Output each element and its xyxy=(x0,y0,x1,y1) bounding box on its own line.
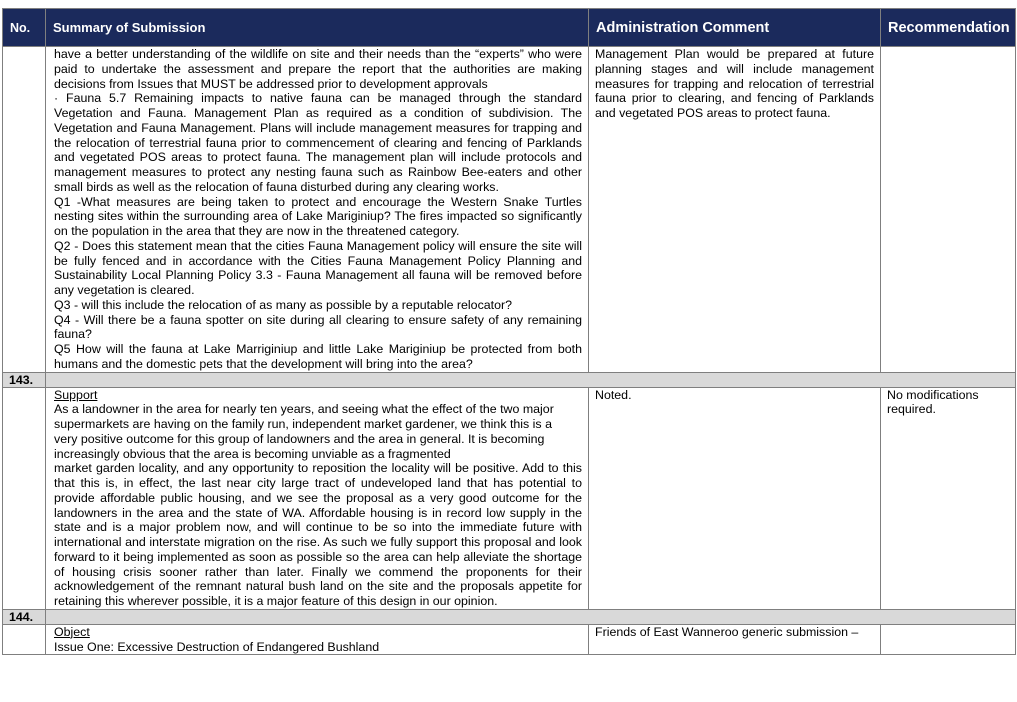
summary-line: increasingly obvious that the area is becoming unviable as a fragmented xyxy=(54,446,451,461)
cell-admin-comment: Management Plan would be prepared at future planning stages and will include management measures for trapping and relocation of terrestrial fauna prior to clearing, and fencing of Parklands and vegetated POS areas to protect fauna. xyxy=(589,47,881,373)
stance-label: Support xyxy=(54,387,98,402)
cell-summary xyxy=(46,387,589,609)
submission-number: 144. xyxy=(3,609,46,624)
row-number-bar-fill xyxy=(46,372,1016,387)
table-row-continued xyxy=(3,47,1016,373)
cell-admin-comment: Noted. xyxy=(589,387,881,609)
summary-paragraph: Q1 -What measures are being taken to protect and encourage the Western Snake Turtles nesting sites within the surrounding area of Lake Mariginiup? The fires impacted so significantly on the population in the area that they are now in the threatened category. xyxy=(54,194,582,238)
table-row-144 xyxy=(3,624,1016,655)
cell-summary xyxy=(46,47,589,373)
summary-paragraph: Q5 How will the fauna at Lake Marriginiup and little Lake Mariginiup be protected from both humans and the domestic pets that the development will bring into the area? xyxy=(54,342,582,371)
summary-paragraph: market garden locality, and any opportunity to reposition the locality will be positive. Add to this that this is, in effect, the last near city large tract of undeveloped land that has potential to provide affordable public housing, and we see the proposal as a very good outcome for the landowners in the area and the state of WA. Affordable housing is in record low supply in the state and is a major problem now, and will continue to be so into the immediate future with international and interstate migration on the rise. As such we fully support this proposal and look forward to it being implemented as soon as possible so the area can help alleviate the shortage of housing crisis sooner rather than later. Finally we commend the proponents for their acknowledgement of the remnant natural bush land on the site and the proposals appetite for retaining this wherever possible, it is a major feature of this design in our opinion. xyxy=(54,461,582,608)
cell-no xyxy=(3,624,46,655)
stance-label: Object xyxy=(54,624,90,639)
cell-summary xyxy=(46,624,589,655)
header-admin-comment: Administration Comment xyxy=(589,9,881,47)
cell-recommendation: No modifications required. xyxy=(881,387,1016,609)
row-number-bar xyxy=(3,372,1016,387)
summary-paragraph: have a better understanding of the wildlife on site and their needs than the “experts” who were paid to undertake the assessment and prepare the report that the authorities are making decisions from Issues that MUST be addressed prior to development approvals xyxy=(54,47,582,91)
table-header-row xyxy=(3,9,1016,47)
summary-paragraph: Q3 - will this include the relocation of as many as possible by a reputable relocator? xyxy=(54,297,513,312)
summary-paragraph: · Fauna 5.7 Remaining impacts to native fauna can be managed through the standard Vegetation and Fauna. Management Plan as required as a condition of subdivision. The Vegetation and Fauna Management. Plans will include management measures for trapping and the relocation of terrestrial fauna prior to commencement of clearing and fencing of Parklands and vegetated POS areas to protect fauna. The management plan will include protocols and management measures to protect any nesting fauna such as Rainbow Bee-eaters and other small birds as well as the relocation of fauna disturbed during any clearing works. xyxy=(54,91,582,194)
summary-line: As a landowner in the area for nearly ten years, and seeing what the effect of the two major xyxy=(54,402,554,417)
summary-paragraph: Q4 - Will there be a fauna spotter on site during all clearing to ensure safety of any remaining fauna? xyxy=(54,312,582,342)
header-no: No. xyxy=(3,9,46,47)
cell-recommendation xyxy=(881,47,1016,373)
summary-line: supermarkets are having on the family run, independent market gardener, we think this is a xyxy=(54,417,552,431)
cell-recommendation xyxy=(881,624,1016,655)
row-number-bar xyxy=(3,609,1016,624)
row-number-bar-fill xyxy=(46,609,1016,624)
table-row-143 xyxy=(3,387,1016,609)
header-recommendation: Recommendation xyxy=(881,9,1016,47)
summary-paragraph: Issue One: Excessive Destruction of Endangered Bushland xyxy=(54,639,380,654)
header-summary: Summary of Submission xyxy=(46,9,589,47)
submissions-table xyxy=(2,8,1016,655)
cell-no xyxy=(3,47,46,373)
summary-line: very positive outcome for this group of landowners and the area in general. It is becoming xyxy=(54,431,545,446)
cell-no xyxy=(3,387,46,609)
submission-number: 143. xyxy=(3,372,46,387)
summary-paragraph: Q2 - Does this statement mean that the cities Fauna Management policy will ensure the site will be fully fenced and in accordance with the Cities Fauna Management Policy Planning and Sustainability Local Planning Policy 3.3 - Fauna Management all fauna will be removed before any vegetation is cleared. xyxy=(54,238,582,297)
cell-admin-comment: Friends of East Wanneroo generic submission – xyxy=(589,624,881,655)
